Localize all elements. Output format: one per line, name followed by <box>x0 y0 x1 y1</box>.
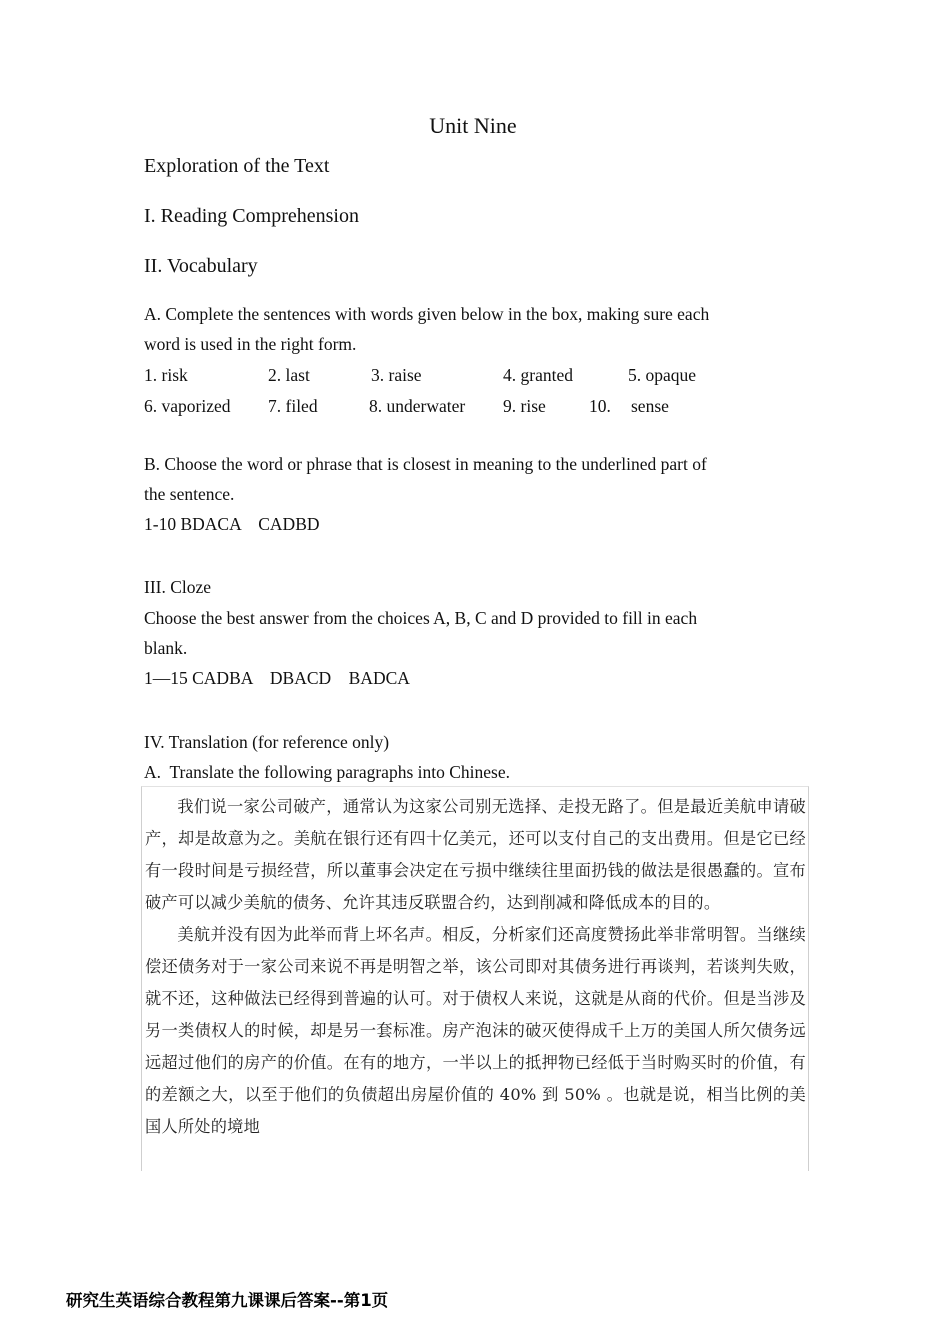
vocab-answer-2: 2. last <box>268 365 310 385</box>
vocab-answer-8: 8. underwater <box>369 396 466 416</box>
section-heading-cloze: III. Cloze <box>144 577 212 597</box>
page-title: Unit Nine <box>429 113 517 138</box>
vocab-answer-9: 9. rise <box>503 396 546 416</box>
cloze-instruction-line1: Choose the best answer from the choices A, B, C and D provided to fill in each <box>144 608 698 628</box>
cloze-answers: 1—15 CADBA DBACD BADCA <box>144 668 410 688</box>
vocab-answer-10-word: sense <box>631 396 669 416</box>
part-b-instruction-line2: the sentence. <box>144 484 235 504</box>
page-footer: 研究生英语综合教程第九课课后答案--第1页 <box>66 1291 389 1310</box>
vocab-answer-7: 7. filed <box>268 396 318 416</box>
part-a-instruction-line1: A. Complete the sentences with words given below in the box, making sure each <box>144 304 710 324</box>
vocab-answer-6: 6. vaporized <box>144 396 231 416</box>
vocab-answer-3: 3. raise <box>371 365 422 385</box>
translation-sub-a: A. Translate the following paragraphs into Chinese. <box>144 762 510 782</box>
part-b-instruction-line1: B. Choose the word or phrase that is closest in meaning to the underlined part of <box>144 454 707 474</box>
translation-paragraph-2: 美航并没有因为此举而背上坏名声。相反，分析家们还高度赞扬此举非常明智。当继续偿还债务对于一家公司来说不再是明智之举，该公司即对其债务进行再谈判，若谈判失败，就不还，这种做法已经得到普遍的认可。对于债权人来说，这就是从商的代价。但是当涉及另一类债权人的时候，却是另一套标准。房产泡沫的破灭使得成千上万的美国人所欠债务远远超过他们的房产的价值。在有的地方，一半以上的抵押物已经低于当时购买时的价值，有的差额之大，以至于他们的负债超出房屋价值的 40% 到 50% 。也就是说，相当比例的美国人所处的境地 <box>145 925 806 1136</box>
vocab-answer-1: 1. risk <box>144 365 188 385</box>
part-b-answers: 1-10 BDACA CADBD <box>144 514 320 534</box>
cloze-instruction-line2: blank. <box>144 638 188 658</box>
translation-text-box <box>141 786 809 1171</box>
translation-paragraph-1: 我们说一家公司破产，通常认为这家公司别无选择、走投无路了。但是最近美航申请破产，却是故意为之。美航在银行还有四十亿美元，还可以支付自己的支出费用。但是它已经有一段时间是亏损经营，所以董事会决定在亏损中继续往里面扔钱的做法是很愚蠢的。宣布破产可以减少美航的债务、允许其违反联盟合约，达到削减和降低成本的目的。 <box>145 797 806 912</box>
section-heading-translation: IV. Translation (for reference only) <box>144 732 390 752</box>
vocab-answer-10-number: 10. <box>589 396 611 416</box>
part-a-instruction-line2: word is used in the right form. <box>144 334 357 354</box>
section-heading-exploration: Exploration of the Text <box>144 155 330 177</box>
section-heading-vocabulary: II. Vocabulary <box>144 255 258 277</box>
vocab-answer-5: 5. opaque <box>628 365 697 385</box>
vocab-answer-4: 4. granted <box>503 365 573 385</box>
section-heading-reading: I. Reading Comprehension <box>144 205 359 227</box>
